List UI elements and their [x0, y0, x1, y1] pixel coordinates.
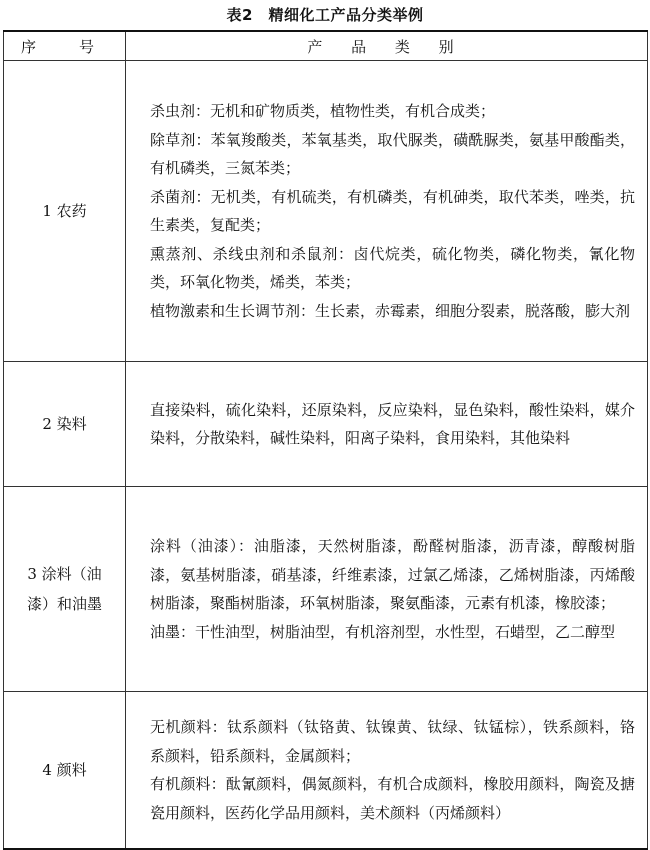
paragraph: 油墨：干性油型，树脂油型，有机溶剂型，水性型，石蜡型，乙二醇型: [150, 622, 616, 641]
table-row: [4, 362, 648, 487]
row-description: [126, 487, 648, 692]
paragraph: 直接染料，硫化染料，还原染料，反应染料，显色染料，酸性染料，媒介染料，分散染料，碱性染料，阳离子染料，食用染料，其他染料: [150, 400, 635, 447]
header-number: 序 号: [4, 31, 126, 61]
row-description: [126, 61, 648, 362]
row-label: 2 染料: [4, 362, 126, 487]
row-label: 1 农药: [4, 61, 126, 362]
row-description: [126, 692, 648, 850]
paragraph: 无机颜料：钛系颜料（钛铬黄、钛镍黄、钛绿、钛锰棕），铁系颜料，铬系颜料，铅系颜料，金属颜料；: [150, 718, 635, 765]
header-category: 产 品 类 别: [126, 31, 648, 61]
paragraph: 涂料（油漆）：油脂漆，天然树脂漆，酚醛树脂漆，沥青漆，醇酸树脂漆，氨基树脂漆，硝基漆，纤维素漆，过氯乙烯漆，乙烯树脂漆，丙烯酸树脂漆，聚酯树脂漆，环氧树脂漆，聚氨酯漆，元素有机漆，橡胶漆；: [150, 537, 635, 612]
row-label: [4, 487, 126, 692]
paragraph: 杀虫剂：无机和矿物质类，植物性类，有机合成类；: [150, 102, 496, 120]
table-row: [4, 692, 648, 850]
row-label-text: 3 涂料（油漆）和油墨: [26, 565, 102, 613]
table-caption: 表2 精细化工产品分类举例: [226, 6, 424, 24]
header-row: [4, 31, 648, 61]
table-row: [4, 487, 648, 692]
row-description: [126, 362, 648, 487]
paragraph: 植物激素和生长调节剂：生长素，赤霉素，细胞分裂素，脱落酸，膨大剂: [150, 301, 631, 320]
paragraph: 有机颜料：酞氰颜料，偶氮颜料，有机合成颜料，橡胶用颜料，陶瓷及搪瓷用颜料，医药化学品用颜料，美术颜料（丙烯颜料）: [150, 775, 635, 822]
paragraph: 杀菌剂：无机类，有机硫类，有机磷类，有机砷类，取代苯类，唑类，抗生素类，复配类；: [150, 187, 635, 234]
paragraph: 熏蒸剂、杀线虫剂和杀鼠剂：卤代烷类，硫化物类，磷化物类，氰化物类，环氧化物类，烯类，苯类；: [150, 244, 635, 291]
paragraph: 除草剂：苯氧羧酸类，苯氧基类，取代脲类，磺酰脲类，氨基甲酸酯类，有机磷类，三氮苯类；: [150, 130, 635, 177]
row-label: 4 颜料: [4, 692, 126, 850]
classification-table: [3, 30, 648, 850]
table-row: [4, 61, 648, 362]
